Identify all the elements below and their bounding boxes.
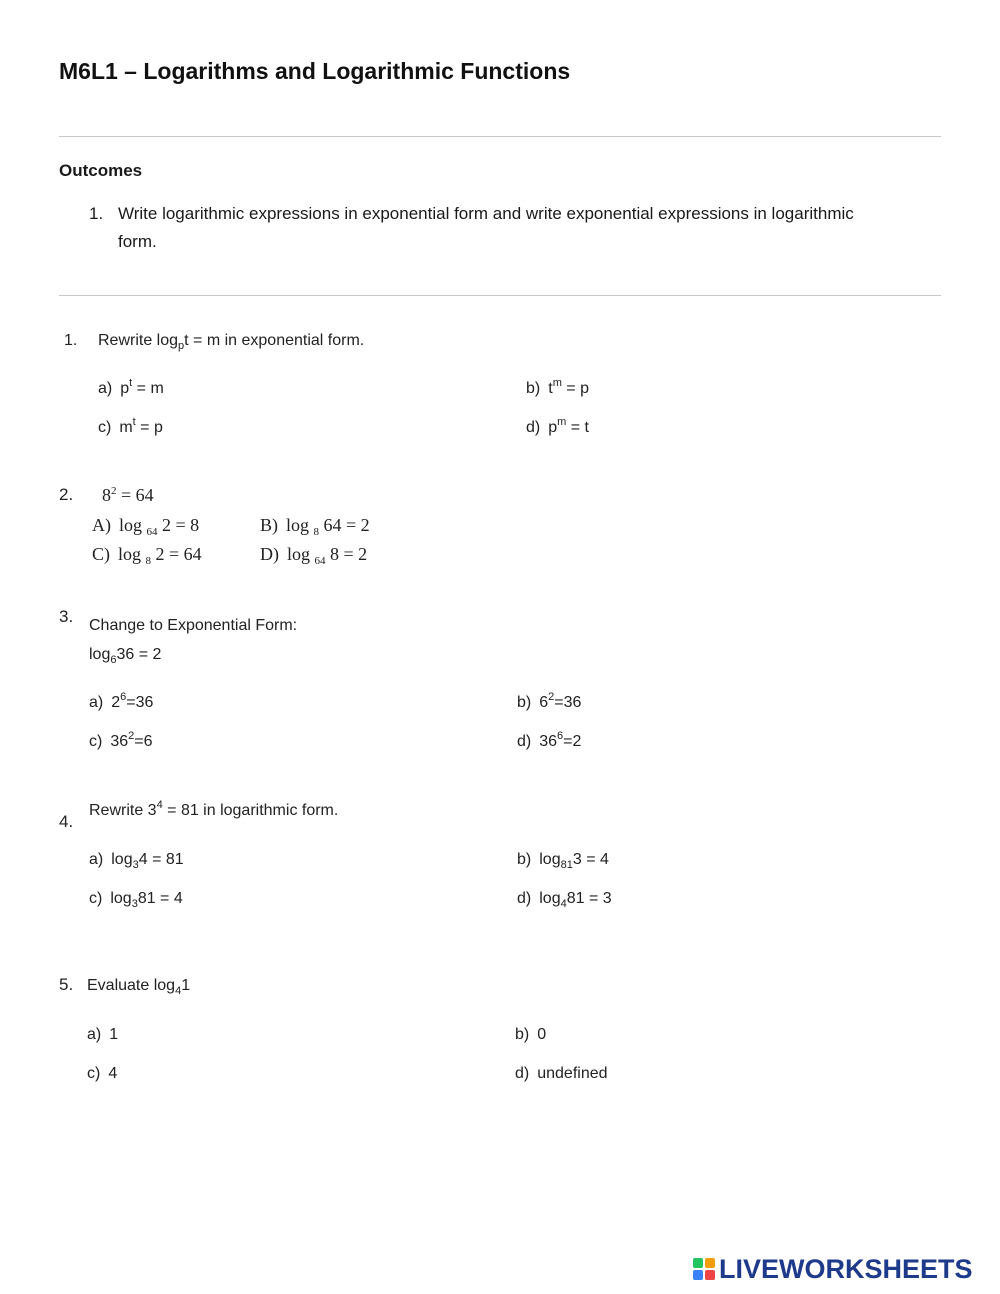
question-3-prompt: Change to Exponential Form: (89, 617, 298, 634)
question-2-number: 2. (59, 485, 74, 504)
question-4-option-b[interactable]: b) $\log_{81}3 = 4$ (517, 851, 609, 871)
outcomes-heading: Outcomes (59, 161, 143, 180)
divider (59, 295, 941, 296)
question-1-option-c[interactable]: c) $m^t = p$ (98, 416, 163, 436)
question-1-option-a[interactable]: a) $p^t = m$ (98, 377, 164, 397)
question-2-option-a[interactable]: A) log $_{64}$ 2 = 8 (92, 515, 200, 538)
divider (59, 136, 941, 137)
question-2-option-c[interactable]: C) log $_8$ 2 = 64 (92, 544, 202, 567)
question-4-option-a[interactable]: a) $\log_34 = 81$ (89, 851, 184, 871)
outcome-number: 1. (89, 204, 104, 223)
outcome-text: Write logarithmic expressions in exponential form and write exponential expressions in logarithmic form. (118, 204, 854, 251)
question-5-option-c[interactable]: c) 4 (87, 1065, 118, 1082)
question-1-option-b[interactable]: b) $t^m = p$ (526, 377, 589, 397)
question-5-option-a[interactable]: a) 1 (87, 1026, 119, 1043)
question-3-option-b[interactable]: b) $6^2=36$ (517, 691, 582, 711)
question-5-option-d[interactable]: d) undefined (515, 1065, 608, 1082)
question-2-option-d[interactable]: D) log $_{64}$ 8 = 2 (260, 544, 368, 567)
liveworksheets-logo-icon (693, 1258, 715, 1280)
question-2-option-b[interactable]: B) log $_8$ 64 = 2 (260, 515, 370, 538)
question-4-option-d[interactable]: d) $\log_481 = 3$ (517, 890, 612, 910)
question-5-number: 5. (59, 975, 74, 994)
question-3-number: 3. (59, 607, 74, 626)
question-3-expression: $\log_636 = 2$ (89, 646, 162, 666)
logo-text: LIVEWORKSHEETS (719, 1253, 973, 1284)
question-1-prompt: Rewrite $\log_pt = m$ in exponential form. (98, 332, 365, 352)
question-3-option-c[interactable]: c) $36^2=6$ (89, 730, 153, 750)
page-title: M6L1 – Logarithms and Logarithmic Functions (59, 58, 571, 84)
question-3-option-d[interactable]: d) $36^6=2$ (517, 730, 582, 750)
question-4-option-c[interactable]: c) $\log_381 = 4$ (89, 890, 183, 910)
question-4-prompt: Rewrite $3^4 = 81$ in logarithmic form. (89, 799, 339, 819)
liveworksheets-logo[interactable] (693, 1254, 973, 1284)
question-2-prompt: $8^2 = 64$ (102, 485, 154, 505)
question-3-option-a[interactable]: a) $2^6=36$ (89, 691, 154, 711)
question-1-option-d[interactable]: d) $p^m = t$ (526, 416, 589, 436)
question-5-option-b[interactable]: b) 0 (515, 1026, 547, 1043)
question-4-number: 4. (59, 812, 74, 831)
question-1-number: 1. (64, 332, 78, 349)
question-5-prompt: Evaluate $\log_41$ (87, 977, 191, 997)
